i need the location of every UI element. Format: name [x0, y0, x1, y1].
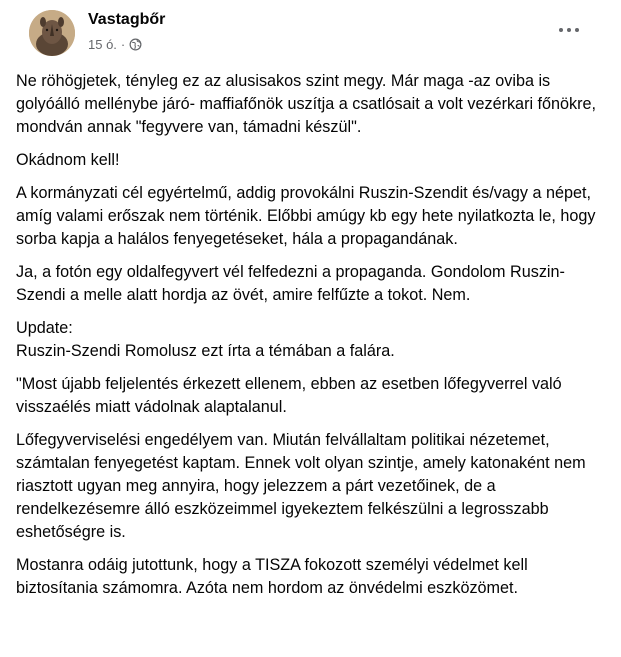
post-paragraph: A kormányzati cél egyértelmű, addig provokálni Ruszin-Szendit és/vagy a népet, amíg valami erőszak nem történik. Előbbi amúgy kb egy hete nyilatkozta le, hogy sorba kapja a halálos fenyegetéseket, hála a propagandának. [16, 184, 596, 248]
more-options-icon-dot [575, 28, 579, 32]
post-paragraph: Mostanra odáig jutottunk, hogy a TISZA fokozott személyi védelmet kell biztosítania számomra. Azóta nem hordom az önvédelmi eszközömet. [16, 556, 528, 597]
more-options-icon-dot [567, 28, 571, 32]
more-options-icon [559, 28, 563, 32]
post-paragraph: Ja, a fotón egy oldalfegyvert vél felfedezni a propaganda. Gondolom Ruszin-Szendi a melle alatt hordja az övét, amire felfűzte a tokot. Nem. [16, 263, 565, 304]
post-meta [88, 37, 142, 52]
post-body [16, 70, 605, 600]
author-name[interactable]: Vastagbőr [88, 11, 166, 28]
post-timestamp[interactable]: 15 ó. [88, 37, 117, 52]
rhino-avatar-image [29, 10, 75, 56]
more-options-button[interactable] [551, 18, 587, 42]
post-paragraph: Okádnom kell! [16, 151, 120, 169]
meta-separator: · [120, 37, 126, 52]
post-paragraph: Update: Ruszin-Szendi Romolusz ezt írta a témában a falára. [16, 319, 395, 360]
post-paragraph: Ne röhögjetek, tényleg ez az alusisakos szint megy. Már maga -az oviba is golyóálló mellénybe járó- maffiafőnök uszítja a csatlósait a volt vezérkari főnökre, mondván annak "fegyvere van, támadni készül". [16, 72, 597, 136]
post-paragraph: "Most újabb feljelentés érkezett ellenem, ebben az esetben lőfegyverrel való visszaélés miatt vádolnak alaptalanul. [16, 375, 562, 416]
post-header [16, 0, 605, 70]
post-paragraph: Lőfegyverviselési engedélyem van. Miután felvállaltam politikai nézetemet, számtalan fenyegetést kaptam. Ennek volt olyan szintje, amely katonaként nem riasztott ugyan meg annyira, hogy jelezzem a párt vezetőinek, de a rendelkezésemre álló eszközeimmel igyekeztem felkészülni a legrosszabb eshetőségre is. [16, 431, 586, 541]
author-avatar[interactable] [29, 10, 75, 56]
globe-icon[interactable] [129, 38, 142, 51]
